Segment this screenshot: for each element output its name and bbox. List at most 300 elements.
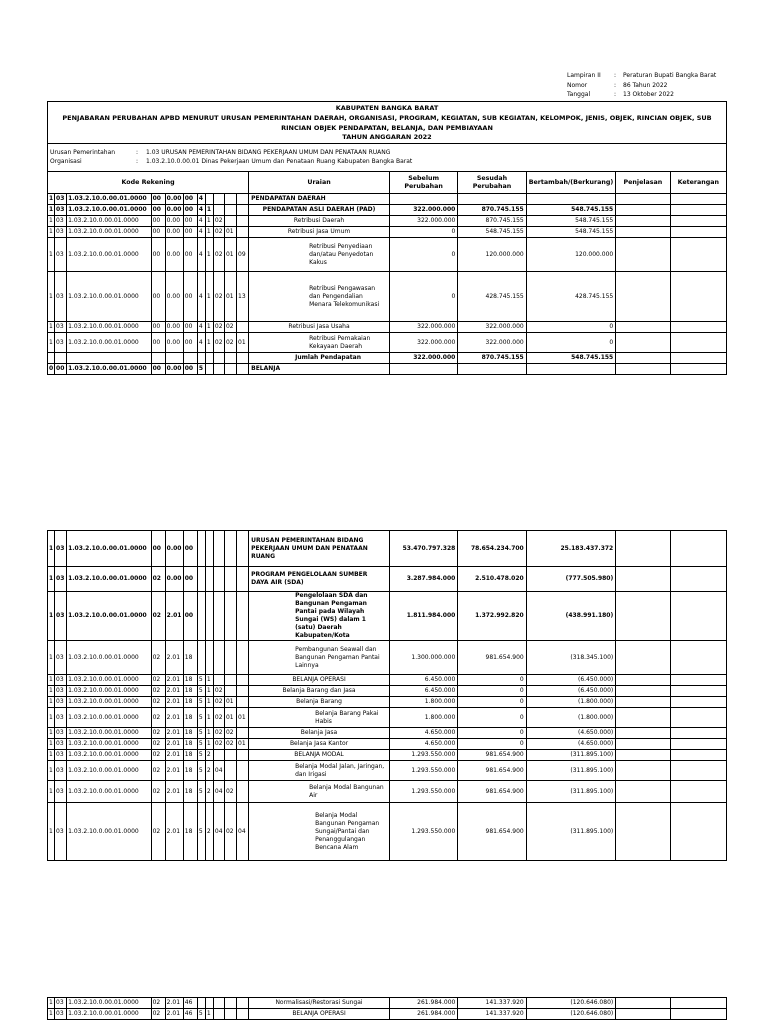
bertambah-cell [526,364,616,375]
kode-segment: 02 [213,686,224,697]
lampiran-row [567,71,716,81]
kode-segment: 5 [197,697,205,708]
uraian-cell: Belanja Barang Pakai Habis [249,708,390,728]
penjelasan-cell [616,998,670,1009]
bertambah-cell: 120.000.000 [526,238,616,272]
kode-segment: 1 [205,697,213,708]
keterangan-cell [670,592,726,641]
kode-segment: 01 [224,238,236,272]
keterangan-cell [670,238,726,272]
kode-segment: 03 [55,728,67,739]
kode-segment [205,592,213,641]
header-title: PENJABARAN PERUBAHAN APBD MENURUT URUSAN PEMERINTAHAN DAERAH, ORGANISASI, PROGRAM, KEGIATAN, SUB KEGIATAN, KELOMPOK, JENIS, OBJEK, RINCIAN OBJEK, SUB RINCIAN OBJEK PENDAPATAN, BELANJA, DAN PEMBIAYAAN [62,113,712,132]
sebelum-cell: 1.293.550.000 [389,803,457,861]
sebelum-cell: 1.800.000 [389,708,457,728]
lampiran-block [567,71,716,100]
bertambah-cell [526,194,616,205]
kode-segment [205,194,213,205]
kode-segment: 18 [183,675,197,686]
sebelum-cell: 0 [389,238,457,272]
kode-segment [213,567,224,592]
kode-segment: 03 [55,567,67,592]
sesudah-cell [458,364,526,375]
sebelum-cell: 322.000.000 [389,322,457,333]
kode-segment: 0.00 [165,194,183,205]
kode-segment [237,998,249,1009]
kode-segment: 02 [151,697,165,708]
kode-segment: 1 [48,592,55,641]
penjelasan-cell [616,750,670,761]
penjelasan-cell [616,353,670,364]
kode-segment: 1 [48,998,55,1009]
kode-segment: 03 [55,697,67,708]
lampiran-colon: : [614,81,617,89]
kode-segment: 03 [55,641,67,675]
uraian-cell: Retribusi Daerah [249,216,390,227]
kode-segment: 2 [205,781,213,803]
kode-segment: 02 [151,998,165,1009]
kode-segment [197,567,205,592]
lampiran-label: Lampiran II [567,72,601,79]
uraian-cell: Belanja Modal Bangunan Pengaman Sungai/Pantai dan Penanggulangan Bencana Alam [249,803,390,861]
kode-segment: 5 [197,1009,205,1020]
penjelasan-cell [616,803,670,861]
sesudah-cell: 120.000.000 [458,238,526,272]
kode-segment: 00 [183,333,197,353]
table-row [48,739,727,750]
kode-segment: 18 [183,739,197,750]
kode-segment [237,750,249,761]
kode-segment: 00 [183,364,197,375]
meta-value: 1.03.2.10.0.00.01 Dinas Pekerjaan Umum dan Penataan Ruang Kabupaten Bangka Barat [146,158,413,165]
kode-segment: 2 [205,761,213,781]
kode-segment: 1.03.2.10.0.00.01.0000 [67,728,151,739]
kode-segment [237,531,249,567]
kode-segment: 02 [213,333,224,353]
kode-segment: 03 [55,322,67,333]
sesudah-cell: 1.372.992.820 [458,592,526,641]
table-row [48,750,727,761]
uraian-cell: Retribusi Jasa Usaha [249,322,390,333]
kode-segment: 03 [55,708,67,728]
kode-segment: 00 [151,364,165,375]
kode-segment: 02 [151,728,165,739]
table-row [48,531,727,567]
sesudah-cell: 0 [458,697,526,708]
kode-segment: 2.01 [165,998,183,1009]
kode-segment: 2.01 [165,781,183,803]
kode-segment: 0 [48,364,55,375]
uraian-cell: Normalisasi/Restorasi Sungai [249,998,390,1009]
kode-segment: 4 [197,227,205,238]
sebelum-cell: 4.650.000 [389,739,457,750]
kode-segment: 1 [48,238,55,272]
kode-segment: 1 [205,333,213,353]
kode-segment: 1 [48,333,55,353]
kode-segment: 02 [213,697,224,708]
kode-segment: 2.01 [165,750,183,761]
kode-segment: 18 [183,641,197,675]
sesudah-cell: 0 [458,708,526,728]
kode-segment: 5 [197,761,205,781]
kode-segment: 4 [197,322,205,333]
kode-segment: 03 [55,1009,67,1020]
bertambah-cell: (1.800.000) [526,697,616,708]
kode-segment: 1.03.2.10.0.00.01.0000 [67,194,151,205]
kode-segment: 1 [205,272,213,322]
kode-segment: 02 [213,272,224,322]
kode-segment: 03 [55,194,67,205]
kode-segment: 02 [151,761,165,781]
kode-segment: 04 [213,803,224,861]
kode-segment: 18 [183,686,197,697]
kode-segment: 03 [55,781,67,803]
keterangan-cell [670,803,726,861]
header-region: KABUPATEN BANGKA BARAT [335,104,439,112]
kode-segment: 18 [183,728,197,739]
kode-segment [205,531,213,567]
kode-segment: 01 [224,697,236,708]
kode-segment: 1 [48,227,55,238]
kode-segment [55,353,67,364]
table-row [48,998,727,1009]
bertambah-cell: 548.745.155 [526,227,616,238]
kode-segment: 1 [48,567,55,592]
keterangan-cell [670,1009,726,1020]
keterangan-cell [670,227,726,238]
sesudah-cell [458,194,526,205]
uraian-cell: Pembangunan Seawall dan Bangunan Pengaman Pantai Lainnya [249,641,390,675]
kode-segment: 1 [48,194,55,205]
kode-segment: 0.00 [165,205,183,216]
kode-segment: 2.01 [165,675,183,686]
penjelasan-cell [616,761,670,781]
penjelasan-cell [616,567,670,592]
kode-segment: 5 [197,675,205,686]
kode-segment: 18 [183,761,197,781]
lampiran-value: Peraturan Bupati Bangka Barat [623,72,717,79]
uraian-cell: Belanja Barang dan Jasa [249,686,390,697]
kode-segment [224,641,236,675]
kode-segment: 0.00 [165,364,183,375]
table-row [48,781,727,803]
kode-segment [213,364,224,375]
keterangan-cell [670,728,726,739]
kode-segment: 1.03.2.10.0.00.01.0000 [67,750,151,761]
kode-segment: 5 [197,708,205,728]
kode-segment [224,531,236,567]
lampiran-label: Tanggal [567,91,591,98]
kode-segment: 00 [183,194,197,205]
table-row [48,592,727,641]
sebelum-cell: 1.300.000.000 [389,641,457,675]
kode-segment [224,205,236,216]
kode-segment: 0.00 [165,272,183,322]
kode-segment: 0.00 [165,567,183,592]
kode-segment: 1 [48,708,55,728]
penjelasan-cell [616,686,670,697]
kode-segment: 1 [48,739,55,750]
kode-segment: 1.03.2.10.0.00.01.0000 [67,205,151,216]
kode-segment: 1 [48,675,55,686]
penjelasan-cell [616,592,670,641]
kode-segment: 00 [151,322,165,333]
kode-segment [213,353,224,364]
col-penjelasan: Penjelasan [616,172,670,194]
kode-segment [237,728,249,739]
kode-segment [213,641,224,675]
table-row [48,1009,727,1020]
kode-segment: 03 [55,739,67,750]
uraian-cell: BELANJA MODAL [249,750,390,761]
kode-segment: 1.03.2.10.0.00.01.0000 [67,697,151,708]
keterangan-cell [670,216,726,227]
kode-segment: 2.01 [165,708,183,728]
table-row [48,227,727,238]
uraian-cell: Retribusi Pengawasan dan Pengendalian Menara Telekomunikasi [249,272,390,322]
sebelum-cell: 261.984.000 [389,1009,457,1020]
kode-segment: 1 [48,750,55,761]
kode-segment: 02 [151,803,165,861]
uraian-cell: Belanja Modal Jalan, Jaringan, dan Irigasi [249,761,390,781]
sebelum-cell: 322.000.000 [389,216,457,227]
kode-segment [237,1009,249,1020]
kode-segment: 04 [213,761,224,781]
kode-segment: 2.01 [165,728,183,739]
kode-segment: 1 [205,227,213,238]
col-sebelum: Sebelum Perubahan [389,172,457,194]
bertambah-cell: 25.183.437.372 [526,531,616,567]
kode-segment: 00 [183,227,197,238]
kode-segment: 00 [151,333,165,353]
sesudah-cell: 141.337.920 [458,1009,526,1020]
keterangan-cell [670,697,726,708]
kode-segment: 1 [48,272,55,322]
kode-segment: 00 [183,531,197,567]
kode-segment [237,697,249,708]
kode-segment: 02 [151,567,165,592]
keterangan-cell [670,686,726,697]
kode-segment: 00 [151,216,165,227]
kode-segment [237,353,249,364]
meta-colon: : [136,158,139,165]
table-row [48,761,727,781]
header-year: TAHUN ANGGARAN 2022 [342,133,432,142]
bertambah-cell: 548.745.155 [526,353,616,364]
keterangan-cell [670,205,726,216]
kode-segment [237,592,249,641]
kode-segment: 02 [213,238,224,272]
kode-segment: 4 [197,194,205,205]
sebelum-cell: 261.984.000 [389,998,457,1009]
kode-segment: 01 [224,272,236,322]
table-row [48,333,727,353]
kode-segment: 1.03.2.10.0.00.01.0000 [67,227,151,238]
sebelum-cell: 53.470.797.328 [389,531,457,567]
kode-segment: 1 [205,686,213,697]
kode-segment: 03 [55,750,67,761]
uraian-cell: Belanja Barang [249,697,390,708]
kode-segment: 02 [224,322,236,333]
kode-segment: 1.03.2.10.0.00.01.0000 [67,686,151,697]
kode-segment: 02 [151,708,165,728]
meta-block [47,143,727,171]
sesudah-cell: 981.654.900 [458,641,526,675]
kode-segment: 1.03.2.10.0.00.01.0000 [67,803,151,861]
sebelum-cell: 4.650.000 [389,728,457,739]
kode-segment: 1 [205,205,213,216]
kode-segment: 4 [197,205,205,216]
kode-segment: 1 [48,641,55,675]
table-row [48,194,727,205]
kode-segment [237,205,249,216]
kode-segment: 5 [197,364,205,375]
bertambah-cell: (311.895.100) [526,761,616,781]
penjelasan-cell [616,697,670,708]
kode-segment: 02 [151,592,165,641]
document-header [47,101,727,143]
sebelum-cell: 0 [389,272,457,322]
lampiran-row [567,81,716,91]
kode-segment: 1.03.2.10.0.00.01.0000 [67,567,151,592]
kode-segment [224,592,236,641]
bertambah-cell: (6.450.000) [526,686,616,697]
penjelasan-cell [616,216,670,227]
bertambah-cell: 428.745.155 [526,272,616,322]
kode-segment: 5 [197,728,205,739]
penjelasan-cell [616,194,670,205]
kode-segment: 1.03.2.10.0.00.01.0000 [67,216,151,227]
kode-segment [224,567,236,592]
table-row [48,686,727,697]
kode-segment [197,998,205,1009]
kode-segment: 4 [197,216,205,227]
kode-segment: 00 [183,567,197,592]
kode-segment: 00 [151,238,165,272]
kode-segment: 00 [183,216,197,227]
kode-segment: 2.01 [165,739,183,750]
kode-segment: 0.00 [165,322,183,333]
uraian-cell: Belanja Jasa [249,728,390,739]
kode-segment: 00 [151,205,165,216]
table-row [48,322,727,333]
kode-segment: 5 [197,803,205,861]
kode-segment [224,686,236,697]
sesudah-cell: 428.745.155 [458,272,526,322]
meta-colon: : [136,149,139,156]
table-row [48,708,727,728]
kode-segment: 00 [183,272,197,322]
kode-segment: 1 [48,761,55,781]
keterangan-cell [670,364,726,375]
penjelasan-cell [616,675,670,686]
kode-segment: 0.00 [165,333,183,353]
meta-row [50,148,726,157]
kode-segment: 1 [205,216,213,227]
kode-segment [224,216,236,227]
keterangan-cell [670,567,726,592]
kode-segment: 46 [183,998,197,1009]
kode-segment [237,675,249,686]
kode-segment [197,641,205,675]
uraian-cell: BELANJA OPERASI [249,675,390,686]
kode-segment: 02 [213,322,224,333]
sesudah-cell: 870.745.155 [458,353,526,364]
kode-segment: 03 [55,592,67,641]
kode-segment: 2.01 [165,686,183,697]
table-row [48,697,727,708]
keterangan-cell [670,333,726,353]
sesudah-cell: 0 [458,728,526,739]
kode-segment: 2 [205,750,213,761]
table-row [48,216,727,227]
kode-segment [205,567,213,592]
kode-segment: 1.03.2.10.0.00.01.0000 [67,675,151,686]
bertambah-cell: (311.895.100) [526,803,616,861]
sebelum-cell [389,364,457,375]
kode-segment [205,353,213,364]
kode-segment: 18 [183,781,197,803]
kode-segment [197,531,205,567]
kode-segment: 5 [197,686,205,697]
penjelasan-cell [616,739,670,750]
sebelum-cell: 1.293.550.000 [389,781,457,803]
kode-segment [205,364,213,375]
uraian-cell: URUSAN PEMERINTAHAN BIDANG PEKERJAAN UMUM DAN PENATAAN RUANG [249,531,390,567]
keterangan-cell [670,781,726,803]
kode-segment: 2 [205,803,213,861]
table-row [48,641,727,675]
sebelum-cell [389,194,457,205]
kode-segment: 01 [237,708,249,728]
kode-segment [213,675,224,686]
table-row [48,238,727,272]
keterangan-cell [670,750,726,761]
bertambah-cell: (438.991.180) [526,592,616,641]
kode-segment: 2.01 [165,592,183,641]
kode-segment: 03 [55,803,67,861]
kode-segment [237,194,249,205]
kode-segment: 02 [213,216,224,227]
kode-segment [237,761,249,781]
kode-segment: 1.03.2.10.0.00.01.0000 [67,333,151,353]
kode-segment: 1.03.2.10.0.00.01.0000 [67,641,151,675]
kode-segment: 03 [55,686,67,697]
kode-segment: 1.03.2.10.0.00.01.0000 [67,364,151,375]
kode-segment: 02 [151,686,165,697]
kode-segment: 1.03.2.10.0.00.01.0000 [67,322,151,333]
kode-segment: 0.00 [165,227,183,238]
keterangan-cell [670,194,726,205]
uraian-cell: BELANJA OPERASI [249,1009,390,1020]
kode-segment: 13 [237,272,249,322]
kode-segment: 00 [151,272,165,322]
uraian-cell: PROGRAM PENGELOLAAN SUMBER DAYA AIR (SDA) [249,567,390,592]
kode-segment: 00 [183,238,197,272]
bertambah-cell: (311.895.100) [526,781,616,803]
kode-segment: 1.03.2.10.0.00.01.0000 [67,238,151,272]
uraian-cell: Belanja Modal Bangunan Air [249,781,390,803]
uraian-cell: BELANJA [249,364,390,375]
sesudah-cell: 322.000.000 [458,322,526,333]
kode-segment [237,781,249,803]
kode-segment [224,1009,236,1020]
penjelasan-cell [616,238,670,272]
kode-segment: 03 [55,238,67,272]
kode-segment [213,998,224,1009]
kode-segment: 1 [205,728,213,739]
budget-table-pendapatan [47,171,727,375]
